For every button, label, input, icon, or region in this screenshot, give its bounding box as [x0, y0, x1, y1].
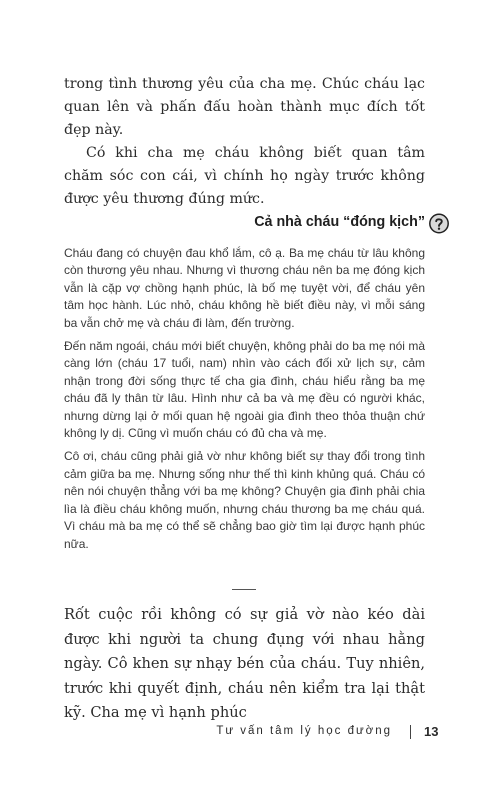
- page-number: 13: [424, 724, 439, 739]
- intro-paragraph-1: trong tình thương yêu của cha mẹ. Chúc cháu lạc quan lên và phấn đấu hoàn thành mục đích tốt đẹp này.: [64, 76, 425, 138]
- page-footer: [0, 724, 440, 742]
- question-letter: [64, 245, 425, 559]
- question-heading: Cả nhà cháu “đóng kịch”: [254, 214, 425, 230]
- footer-separator: [410, 725, 411, 739]
- section-divider: [232, 589, 256, 590]
- question-paragraph-1: Cháu đang có chuyện đau khổ lắm, cô ạ. Ba mẹ cháu từ lâu không còn thương yêu nhau. Nhưng vì thương cháu nên ba mẹ đóng kịch vẫn là cặp vợ chồng hạnh phúc, là bố mẹ tuyệt vời, để cháu yên tâm học hành. Lúc nhỏ, cháu không hề biết điều này, vì mỗi sáng ba vẫn chở mẹ và cháu đi làm, đến trường.: [64, 246, 425, 330]
- answer-text: [64, 603, 425, 726]
- intro-paragraph-2: Có khi cha mẹ cháu không biết quan tâm chăm sóc con cái, vì chính họ ngày trước không được yêu thương đúng mức.: [64, 145, 425, 207]
- answer-paragraph: Rốt cuộc rồi không có sự giả vờ nào kéo dài được khi người ta chung đụng với nhau hằng ngày. Cô khen sự nhạy bén của cháu. Tuy nhiên, trước khi quyết định, cháu nên kiểm tra lại thật kỹ. Cha mẹ vì hạnh phúc: [64, 606, 425, 721]
- question-paragraph-3: Cô ơi, cháu cũng phải giả vờ như không biết sự thay đổi trong tình cảm giữa ba mẹ. Nhưng sống như thế thì kinh khủng quá. Cháu có nên nói chuyện thẳng với ba mẹ không? Chuyện gia đình phải chia lìa là điều cháu không muốn, nhưng cháu thương ba mẹ cháu quá. Vì cháu mà ba mẹ có thể sẽ chẳng bao giờ tìm lại được hạnh phúc nữa.: [64, 449, 425, 551]
- running-footer-title: Tư vấn tâm lý học đường: [216, 725, 392, 737]
- question-paragraph-2: Đến năm ngoái, cháu mới biết chuyện, không phải do ba mẹ nói mà càng lớn (cháu 17 tuổi, nam) nhìn vào cách đối xử lịch sự, cảm nhận trong đời sống thực tế cha gia đình, cháu hiểu rằng ba mẹ cháu đã ly thân từ lâu. Hình như cả ba và mẹ đều có người khác, nhưng dừng lại ở mối quan hệ ngoài gia đình theo thỏa thuận chứ không ly dị. Cũng vì muốn cháu có đủ cha và mẹ.: [64, 339, 425, 441]
- question-bubble-icon: [428, 213, 450, 235]
- intro-text: [64, 73, 425, 211]
